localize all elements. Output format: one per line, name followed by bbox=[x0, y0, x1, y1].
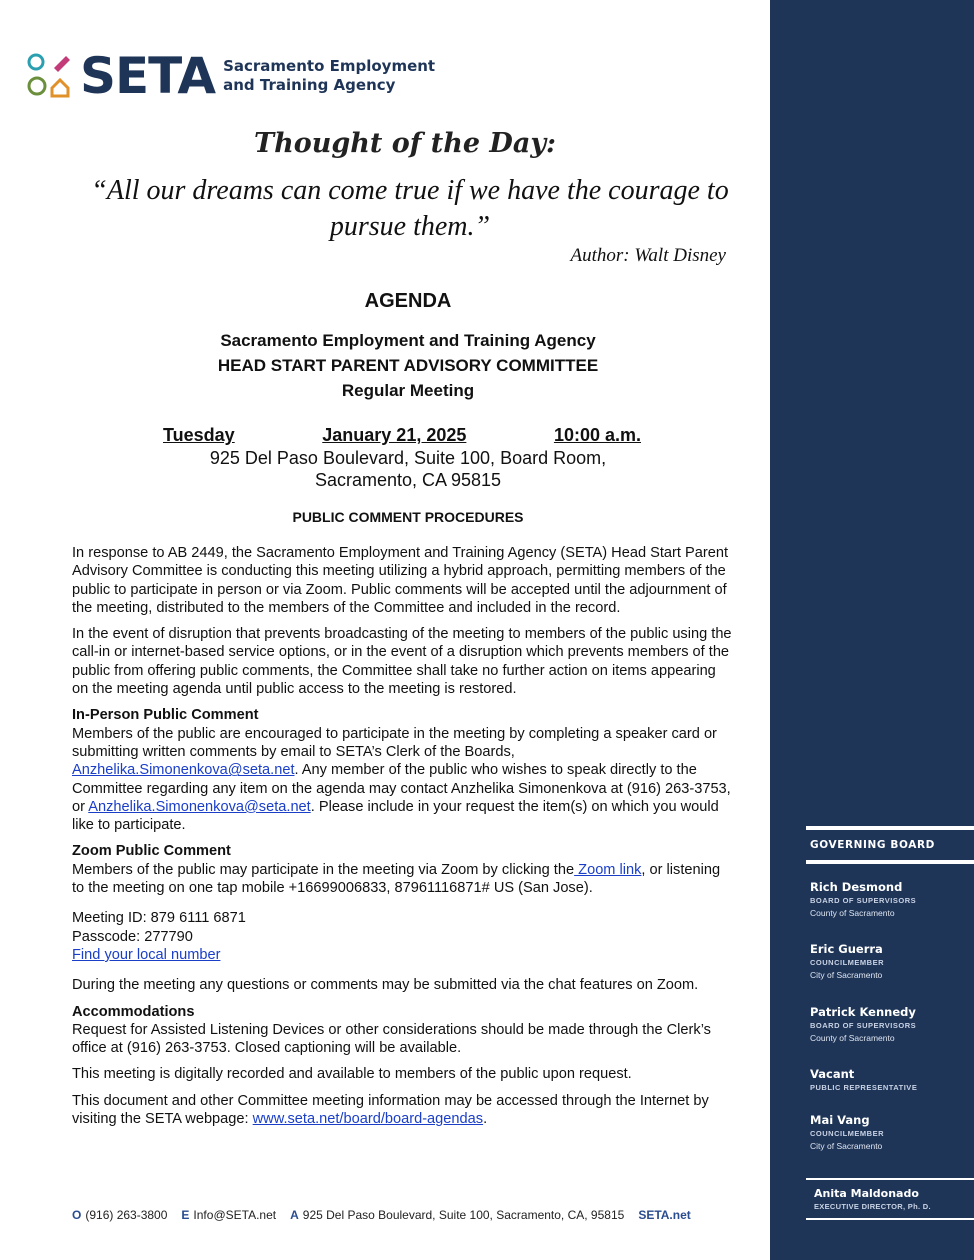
clerk-email-link[interactable]: Anzhelika.Simonenkova@seta.net bbox=[72, 762, 295, 779]
footer-address-label: A bbox=[290, 1208, 299, 1222]
logo-wordmark: SETA bbox=[80, 47, 216, 105]
member-org: City of Sacramento bbox=[810, 1141, 883, 1151]
member-name: Vacant bbox=[810, 1067, 855, 1081]
org-name: Sacramento Employment and Training Agency bbox=[220, 331, 596, 350]
thought-author: Author: Walt Disney bbox=[570, 245, 726, 266]
zoom-paragraph bbox=[72, 861, 732, 898]
member-role: BOARD OF SUPERVISORS bbox=[810, 1021, 917, 1030]
in-person-paragraph bbox=[72, 725, 732, 835]
member-role: COUNCILMEMBER bbox=[810, 958, 884, 967]
page-footer bbox=[72, 1208, 691, 1222]
board-member bbox=[810, 1112, 884, 1153]
footer-phone bbox=[72, 1208, 167, 1222]
member-role: COUNCILMEMBER bbox=[810, 1129, 884, 1138]
board-agendas-link[interactable]: www.seta.net/board/board-agendas bbox=[252, 1111, 484, 1128]
meeting-type: Regular Meeting bbox=[341, 381, 475, 400]
address-line1: 925 Del Paso Boulevard, Suite 100, Board Room, bbox=[209, 448, 607, 468]
clerk-email-link-2[interactable]: Anzhelika.Simonenkova@seta.net bbox=[88, 798, 311, 815]
address-line2: Sacramento, CA 95815 bbox=[314, 470, 502, 490]
agenda-org-block bbox=[72, 328, 744, 403]
access-paragraph bbox=[72, 1092, 732, 1129]
chat-note: During the meeting any questions or comments may be submitted via the chat features on Zoom. bbox=[72, 977, 699, 994]
footer-address bbox=[290, 1208, 624, 1222]
meeting-dateline bbox=[163, 425, 641, 446]
zoom-text-b: , or listening to the meeting on one tap mobile +16699006833, 87961116871# US (San Jose). bbox=[72, 861, 721, 897]
member-name: Eric Guerra bbox=[810, 942, 883, 956]
footer-phone-value: (916) 263-3800 bbox=[85, 1208, 168, 1222]
logo-subtitle-line1: Sacramento Employment bbox=[223, 57, 436, 75]
in-person-heading: In-Person Public Comment bbox=[72, 707, 259, 724]
accommodations-paragraph: Request for Assisted Listening Devices or other considerations should be made through the Clerk’s office at (916) 263-3753. Closed captioning will be available. bbox=[72, 1021, 711, 1057]
member-org: City of Sacramento bbox=[810, 970, 883, 980]
access-text-a: This document and other Committee meeting information may be accessed through the Internet by visiting the SETA webpage: bbox=[72, 1092, 709, 1128]
passcode: Passcode: 277790 bbox=[72, 928, 193, 945]
board-member bbox=[810, 941, 884, 982]
board-divider-bottom bbox=[806, 860, 974, 864]
executive-name: Anita Maldonado bbox=[814, 1187, 919, 1200]
access-text-b: . bbox=[483, 1111, 488, 1128]
thought-title: Thought of the Day: bbox=[253, 128, 556, 159]
member-org: County of Sacramento bbox=[810, 1033, 895, 1043]
accommodations-heading: Accommodations bbox=[72, 1003, 195, 1020]
logo-subtitle-line2: and Training Agency bbox=[223, 76, 396, 94]
in-person-text-a: Members of the public are encouraged to participate in the meeting by completing a speaker card or submitting written comments by email to SETA’s Clerk of the Boards, bbox=[72, 725, 717, 760]
disruption-paragraph: In the event of disruption that prevents broadcasting of the meeting to members of the public using the call-in or internet-based service options, or in the event of a disruption which prevents members of the public from offering public comments, the Committee shall take no further action on items appearing on the meeting agenda until public access to the meeting is restored. bbox=[72, 626, 732, 698]
footer-site: SETA.net bbox=[638, 1208, 691, 1222]
hybrid-paragraph: In response to AB 2449, the Sacramento Employment and Training Agency (SETA) Head Start Parent Advisory Committee is conducting this meeting utilizing a hybrid approach, permitting members of the public to participate in person or via Zoom. Public comments will be accepted until the adjournment of the meeting, distributed to the members of the Committee and included in the record. bbox=[72, 545, 728, 616]
local-number-link[interactable]: Find your local number bbox=[72, 946, 221, 963]
agenda-body bbox=[72, 544, 732, 1136]
zoom-credentials bbox=[72, 909, 732, 964]
logo-subtitle bbox=[223, 57, 435, 95]
zoom-link[interactable]: Zoom link bbox=[574, 861, 642, 878]
in-person-text-b: . Any member of the public who wishes to speak directly to the Committee regarding any item on the agenda may contact Anzhelika Simonenkova at (916) 263-3753, or bbox=[72, 762, 731, 815]
footer-phone-label: O bbox=[72, 1208, 82, 1222]
board-divider-top bbox=[806, 826, 974, 830]
zoom-heading: Zoom Public Comment bbox=[72, 843, 231, 860]
public-comment-heading: PUBLIC COMMENT PROCEDURES bbox=[292, 509, 524, 525]
meeting-id: Meeting ID: 879 6111 6871 bbox=[72, 910, 246, 927]
seta-logo-icon bbox=[26, 52, 74, 100]
meeting-day: Tuesday bbox=[163, 425, 235, 445]
footer-email-value: Info@SETA.net bbox=[193, 1208, 277, 1222]
governing-board-sidebar bbox=[770, 0, 974, 1260]
meeting-date: January 21, 2025 bbox=[322, 425, 467, 445]
thought-quote: “All our dreams can come true if we have the courage to pursue them.” bbox=[91, 175, 729, 242]
zoom-text-a: Members of the public may participate in the meeting via Zoom by clicking the bbox=[72, 861, 575, 878]
governing-board-title: GOVERNING BOARD bbox=[810, 839, 935, 851]
member-name: Mai Vang bbox=[810, 1113, 870, 1127]
board-member bbox=[810, 1066, 917, 1094]
footer-email bbox=[181, 1208, 276, 1222]
executive-director bbox=[806, 1178, 974, 1220]
recording-note: This meeting is digitally recorded and available to members of the public upon request. bbox=[72, 1066, 632, 1083]
member-org: County of Sacramento bbox=[810, 908, 895, 918]
in-person-text-c: . Please include in your request the item(s) on which you would like to participate. bbox=[72, 798, 719, 834]
board-member bbox=[810, 879, 916, 920]
member-role: PUBLIC REPRESENTATIVE bbox=[810, 1083, 918, 1092]
committee-name: HEAD START PARENT ADVISORY COMMITTEE bbox=[217, 356, 599, 375]
executive-role: EXECUTIVE DIRECTOR, Ph. D. bbox=[814, 1202, 931, 1211]
board-member bbox=[810, 1004, 916, 1045]
member-name: Patrick Kennedy bbox=[810, 1005, 916, 1019]
member-role: BOARD OF SUPERVISORS bbox=[810, 896, 917, 905]
agenda-title: AGENDA bbox=[364, 290, 452, 312]
seta-logo bbox=[26, 47, 436, 105]
footer-address-value: 925 Del Paso Boulevard, Suite 100, Sacramento, CA, 95815 bbox=[302, 1208, 625, 1222]
member-name: Rich Desmond bbox=[810, 880, 903, 894]
footer-email-label: E bbox=[181, 1208, 190, 1222]
meeting-time: 10:00 a.m. bbox=[553, 425, 641, 445]
meeting-address bbox=[72, 447, 744, 491]
